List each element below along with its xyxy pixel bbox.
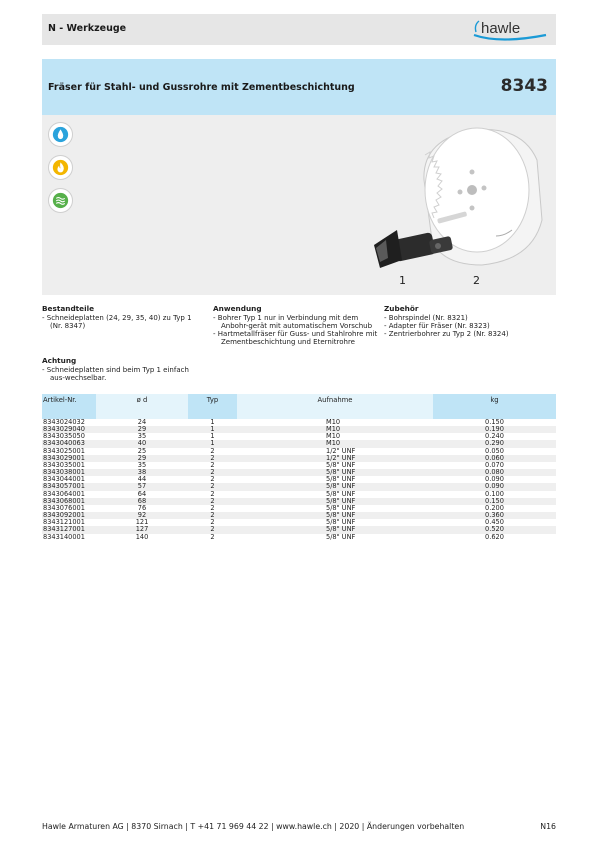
cell-kg: 0.090 — [485, 475, 504, 484]
cell-artikel: 8343127001 — [42, 526, 96, 533]
cell-typ: 2 — [210, 518, 215, 527]
table-header-row — [42, 394, 556, 419]
anwendung-item: - Hartmetallfräser für Guss- und Stahlrohre mit Zementbeschichtung und Eternitrohre — [213, 330, 381, 346]
cell-aufnahme: 5/8" UNF — [237, 512, 433, 519]
anwendung-heading: Anwendung — [213, 304, 262, 313]
page-header — [42, 14, 556, 45]
cell-artikel: 8343040063 — [42, 440, 96, 447]
cell-kg: 0.240 — [485, 432, 504, 441]
water-drop-icon — [48, 122, 73, 147]
cell-aufnahme: 1/2" UNF — [326, 446, 356, 455]
cell-diameter: 35 — [137, 460, 147, 469]
table-row — [42, 440, 556, 447]
cell-kg: 0.080 — [433, 469, 556, 476]
col-header-kg: kg — [433, 394, 556, 419]
cell-kg: 0.050 — [485, 446, 504, 455]
cell-artikel: 8343140001 — [43, 532, 85, 541]
cell-kg: 0.070 — [485, 460, 504, 469]
gas-flame-icon — [48, 155, 73, 180]
zubehoer-block — [384, 305, 554, 338]
cell-artikel: 8343024032 — [43, 418, 85, 426]
cell-aufnahme: 5/8" UNF — [237, 498, 433, 505]
cell-aufnahme: 5/8" UNF — [237, 483, 433, 490]
table-row — [42, 512, 556, 519]
col-header-aufnahme: Aufnahme — [237, 394, 433, 419]
cell-aufnahme: 5/8" UNF — [326, 532, 356, 541]
cell-typ: 2 — [210, 475, 215, 484]
cell-diameter: 64 — [137, 489, 147, 498]
cell-diameter: 35 — [137, 432, 147, 441]
cell-aufnahme: M10 — [237, 440, 433, 447]
table-row — [42, 491, 556, 498]
table-row — [42, 433, 556, 440]
feature-icons — [48, 122, 74, 221]
cell-aufnahme: 5/8" UNF — [326, 503, 356, 512]
cell-diameter: 121 — [135, 518, 149, 527]
cell-diameter: 127 — [96, 526, 188, 533]
cell-kg: 0.360 — [433, 512, 556, 519]
cell-artikel: 8343057001 — [42, 483, 96, 490]
cell-typ: 2 — [188, 455, 237, 462]
hawle-logo — [470, 16, 550, 43]
footer-company-info: Hawle Armaturen AG | 8370 Sirnach | T +41 71 969 44 22 | www.hawle.ch | 2020 | Änderungen vorbehalten — [42, 822, 465, 831]
zubehoer-item: - Adapter für Fräser (Nr. 8323) — [384, 322, 554, 330]
product-title: Fräser für Stahl- und Gussrohre mit Zementbeschichtung — [48, 82, 355, 93]
bestandteile-heading: Bestandteile — [42, 304, 95, 313]
cell-typ: 2 — [188, 483, 237, 490]
zubehoer-heading: Zubehör — [384, 304, 419, 313]
cell-artikel: 8343092001 — [42, 512, 96, 519]
cell-diameter: 76 — [137, 503, 147, 512]
cell-diameter: 44 — [137, 475, 147, 484]
cell-diameter: 68 — [96, 498, 188, 505]
cell-typ: 2 — [210, 532, 215, 541]
waste-water-icon — [48, 188, 73, 213]
cell-diameter: 92 — [96, 512, 188, 519]
zubehoer-item: - Bohrspindel (Nr. 8321) — [384, 314, 554, 322]
cell-kg: 0.520 — [433, 526, 556, 533]
cell-kg: 0.100 — [485, 489, 504, 498]
table-row — [42, 469, 556, 476]
cell-typ: 2 — [188, 526, 237, 533]
cell-artikel: 8343068001 — [42, 498, 96, 505]
anwendung-block — [213, 305, 381, 346]
table-row — [42, 448, 556, 455]
cell-kg: 0.060 — [433, 455, 556, 462]
cell-kg: 0.450 — [485, 518, 504, 527]
cell-aufnahme: 5/8" UNF — [326, 460, 356, 469]
cell-aufnahme: 5/8" UNF — [326, 475, 356, 484]
cell-aufnahme: M10 — [237, 426, 433, 433]
cell-kg: 0.200 — [485, 503, 504, 512]
table-row — [42, 476, 556, 483]
cell-artikel: 8343029040 — [42, 426, 96, 433]
table-row — [42, 505, 556, 512]
cell-typ: 2 — [210, 446, 215, 455]
cell-typ: 2 — [188, 469, 237, 476]
page-footer — [42, 822, 556, 831]
cell-artikel: 8343076001 — [43, 503, 85, 512]
cell-kg: 0.150 — [485, 418, 504, 426]
table-row — [42, 534, 556, 541]
table-body — [42, 419, 556, 541]
cell-artikel: 8343121001 — [43, 518, 85, 527]
table-row — [42, 426, 556, 433]
cell-kg: 0.290 — [433, 440, 556, 447]
bestandteile-item: - Schneideplatten (24, 29, 35, 40) zu Typ 1 (Nr. 8347) — [42, 314, 202, 330]
product-image-panel — [42, 115, 556, 295]
table-row — [42, 455, 556, 462]
cell-aufnahme: 5/8" UNF — [326, 518, 356, 527]
product-number: 8343 — [500, 76, 548, 96]
product-title-bar — [42, 59, 556, 115]
cell-typ: 2 — [210, 460, 215, 469]
anwendung-item: - Bohrer Typ 1 nur in Verbindung mit dem Anbohr-gerät mit automatischem Vorschub — [213, 314, 381, 330]
cell-artikel: 8343029001 — [42, 455, 96, 462]
table-row — [42, 498, 556, 505]
achtung-heading: Achtung — [42, 356, 77, 365]
cell-kg: 0.150 — [433, 498, 556, 505]
product-label-1: 1 — [399, 274, 406, 287]
cell-diameter: 140 — [135, 532, 149, 541]
section-title: N - Werkzeuge — [48, 23, 127, 34]
cell-artikel: 8343038001 — [42, 469, 96, 476]
cell-diameter: 40 — [96, 440, 188, 447]
cell-diameter: 57 — [96, 483, 188, 490]
cell-artikel: 8343035050 — [43, 432, 85, 441]
article-table — [42, 394, 556, 541]
cell-diameter: 24 — [137, 418, 147, 426]
table-row — [42, 419, 556, 426]
cell-artikel: 8343044001 — [43, 475, 85, 484]
table-row — [42, 462, 556, 469]
cell-typ: 2 — [188, 512, 237, 519]
cell-artikel: 8343035001 — [43, 460, 85, 469]
cell-typ: 2 — [210, 489, 215, 498]
cell-diameter: 38 — [96, 469, 188, 476]
cell-typ: 1 — [210, 432, 215, 441]
cell-typ: 2 — [188, 498, 237, 505]
cell-kg: 0.190 — [433, 426, 556, 433]
table-row — [42, 483, 556, 490]
cell-artikel: 8343064001 — [43, 489, 85, 498]
cell-typ: 1 — [188, 440, 237, 447]
table-row — [42, 519, 556, 526]
cell-kg: 0.090 — [433, 483, 556, 490]
cell-diameter: 29 — [96, 455, 188, 462]
logo-text: hawle — [481, 20, 521, 37]
cell-kg: 0.620 — [485, 532, 504, 541]
cell-aufnahme: 5/8" UNF — [237, 526, 433, 533]
achtung-block — [42, 357, 202, 382]
col-header-artikel: Artikel-Nr. — [42, 394, 96, 419]
cell-typ: 1 — [210, 418, 215, 426]
cell-aufnahme: 5/8" UNF — [237, 469, 433, 476]
page-number: N16 — [540, 822, 556, 831]
cell-typ: 1 — [188, 426, 237, 433]
zubehoer-item: - Zentrierbohrer zu Typ 2 (Nr. 8324) — [384, 330, 554, 338]
table-row — [42, 526, 556, 533]
cell-aufnahme: M10 — [326, 418, 341, 426]
col-header-diameter: ø d — [96, 394, 188, 419]
col-header-typ: Typ — [188, 394, 237, 419]
cell-typ: 2 — [210, 503, 215, 512]
cell-aufnahme: 5/8" UNF — [326, 489, 356, 498]
cell-diameter: 25 — [137, 446, 147, 455]
cell-aufnahme: 1/2" UNF — [237, 455, 433, 462]
bestandteile-block — [42, 305, 202, 330]
product-photo — [352, 120, 552, 290]
cell-aufnahme: M10 — [326, 432, 341, 441]
cell-artikel: 8343025001 — [43, 446, 85, 455]
achtung-item: - Schneideplatten sind beim Typ 1 einfach aus-wechselbar. — [42, 366, 202, 382]
cell-diameter: 29 — [96, 426, 188, 433]
product-label-2: 2 — [473, 274, 480, 287]
